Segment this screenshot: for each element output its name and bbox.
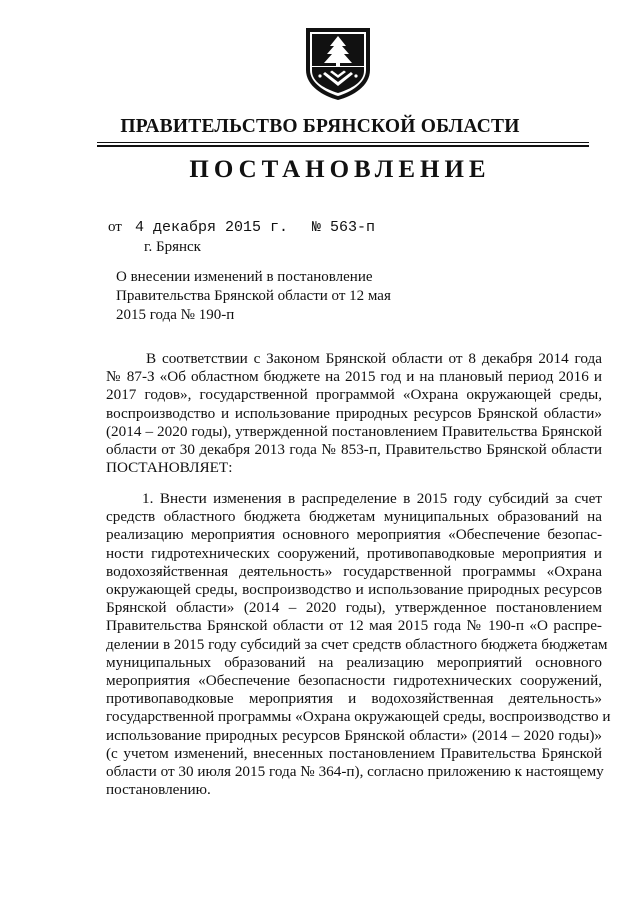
text-line: мероприятия «Обеспечение безопасности гидротехнических сооружений, [106,672,602,690]
clause-1-paragraph [106,490,611,799]
organization-title: ПРАВИТЕЛЬСТВО БРЯНСКОЙ ОБЛАСТИ [120,116,520,137]
date-prefix: от [108,219,122,235]
text-line: № 87-З «Об областном бюджете на 2015 год и на плановый период 2016 и [106,368,602,386]
resolves-heading: ПОСТАНОВЛЯЕТ: [106,459,233,477]
document-number: № 563-п [312,219,376,236]
text-line: Правительства Брянской области от 12 мая 2015 года № 190-п «О распре- [106,617,602,635]
text-line: водохозяйственная деятельность» государственной программы «Охрана [106,562,602,580]
text-line: 2017 годов», государственной программой «Охрана окружающей среды, [106,386,602,404]
text-line: реализацию мероприятия основного мероприятия «Обеспечение безопас- [106,526,602,544]
header-divider-thin [97,142,589,143]
text-line: ности гидротехнических сооружений, противопаводковые мероприятия и [106,544,602,562]
text-line: противопаводковые мероприятия и водохозяйственная деятельность» [106,690,602,708]
subject-line: 2015 года № 190-п [116,307,235,323]
preamble-paragraph [106,350,602,477]
text-line: В соответствии с Законом Брянской области от 8 декабря 2014 года [146,350,602,367]
document-subject [116,268,416,325]
document-city: г. Брянск [144,239,201,255]
text-line: 1. Внести изменения в распределение в 2015 году субсидий за счет [142,490,602,507]
header-divider-thick [97,145,589,147]
text-line: области от 30 июля 2015 года № 364-п), согласно приложению к настоящему [106,763,604,781]
document-date: 4 декабря 2015 г. [135,219,289,236]
text-line: муниципальных образований на реализацию мероприятий основного [106,653,602,671]
text-line: делении в 2015 году субсидий за счет средств областного бюджета бюджетам [106,635,608,653]
text-line: окружающей среды, воспроизводство и использование природных ресурсов [106,581,602,599]
text-line: воспроизводство и использование природных ресурсов Брянской области» [106,404,602,422]
subject-line: Правительства Брянской области от 12 мая [116,288,391,304]
subject-line: О внесении изменений в постановление [116,269,373,285]
text-line: (с учетом изменений, внесенных постановлением Правительства Брянской [106,744,602,762]
text-line: (2014 – 2020 годы), утвержденной постановлением Правительства Брянской [106,422,602,440]
bryansk-coat-of-arms-icon [303,26,373,102]
text-line: области от 30 декабря 2013 года № 853-п, Правительство Брянской области [106,441,602,459]
text-line: Брянской области» (2014 – 2020 годы), утвержденное постановлением [106,599,602,617]
text-line: средств областного бюджета бюджетам муниципальных образований на [106,508,602,526]
text-line: использование природных ресурсов Брянской области» (2014 – 2020 годы)» [106,726,602,744]
text-line: постановлению. [106,781,211,799]
document-type-title: ПОСТАНОВЛЕНИЕ [189,156,491,183]
text-line: государственной программы «Охрана окружающей среды, воспроизводство и [106,708,611,726]
